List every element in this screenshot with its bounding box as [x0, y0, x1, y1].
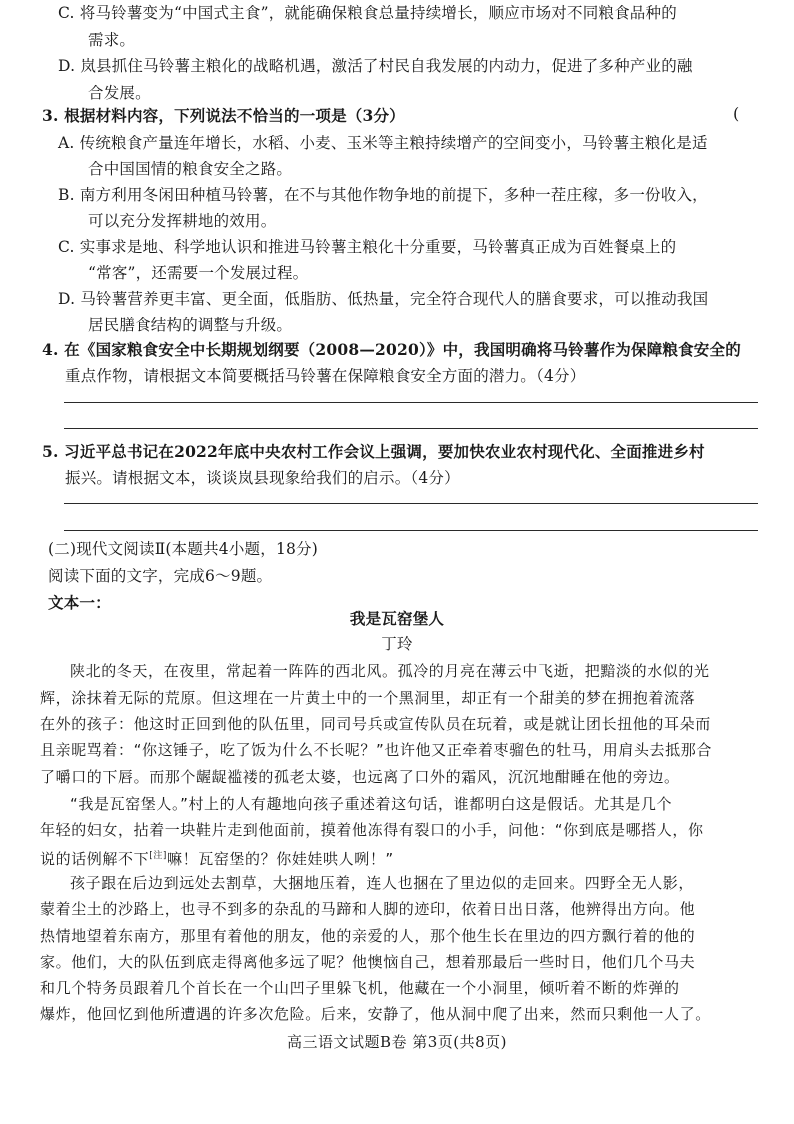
q4-stem-line2: 重点作物，请根据文本简要概括马铃薯在保障粮食安全方面的潜力。（4分）	[65, 367, 586, 385]
article-title: 我是瓦窑堡人	[349, 609, 445, 628]
article-author: 丁玲	[381, 635, 413, 653]
q5-stem-line1: 5. 习近平总书记在2022年底中央农村工作会议上强调，要加快农业农村现代化、全面推进乡村	[42, 442, 705, 461]
section2-instruction: 阅读下面的文字，完成6～9题。	[48, 567, 273, 585]
q3-option-b-line1: B. 南方利用冬闲田种植马铃薯，在不与其他作物争地的前提下，多种一茬庄稼，多一份收入，	[58, 186, 708, 204]
q3-option-a-line2: 合中国国情的粮食安全之路。	[88, 160, 293, 178]
q4-answer-line-2[interactable]	[64, 428, 758, 429]
q3-option-b-line2: 可以充分发挥耕地的效用。	[88, 212, 277, 230]
article-paragraph-3-line2: 蒙着尘土的沙路上，也寻不到多的杂乱的马蹄和人脚的迹印，依着日出日落，他辨得出方向。他	[40, 900, 696, 918]
article-paragraph-3-line1: 孩子跟在后边到远处去割草，大捆地压着，连人也捆在了里边似的走回来。四野全无人影，	[70, 874, 695, 892]
q2-option-d-line1: D. 岚县抓住马铃薯主粮化的战略机遇，激活了村民自我发展的内动力，促进了多种产业的融	[58, 57, 693, 75]
article-paragraph-1-line5: 了嚼口的下唇。而那个龌龊褴褛的孤老太婆，也远离了口外的霜风，沉沉地酣睡在他的旁边。	[40, 768, 680, 786]
q2-option-c-line2: 需求。	[88, 31, 136, 49]
text-one-label: 文本一：	[48, 593, 111, 612]
article-paragraph-3-line6: 爆炸，他回忆到他所遭遇的许多次危险。后来，安静了，他从洞中爬了出来，然而只剩他一人了。	[40, 1005, 711, 1023]
q5-stem-line2: 振兴。请根据文本，谈谈岚县现象给我们的启示。（4分）	[65, 469, 460, 487]
q2-option-c-line1: C. 将马铃薯变为“中国式主食”，就能确保粮食总量持续增长，顺应市场对不同粮食品种的	[58, 4, 677, 22]
footnote-marker: [注]	[149, 851, 168, 861]
q3-option-c-line1: C. 实事求是地、科学地认识和推进马铃薯主粮化十分重要，马铃薯真正成为百姓餐桌上的	[58, 238, 677, 256]
q3-answer-paren: (	[733, 104, 740, 123]
q3-stem: 3. 根据材料内容，下列说法不恰当的一项是（3分）	[42, 106, 405, 125]
q5-answer-line-1[interactable]	[64, 503, 758, 504]
q3-option-d-line1: D. 马铃薯营养更丰富、更全面，低脂肪、低热量，完全符合现代人的膳食要求，可以推动我国	[58, 290, 709, 308]
q4-answer-line-1[interactable]	[64, 402, 758, 403]
article-paragraph-1-line1: 陕北的冬天，在夜里，常起着一阵阵的西北风。孤冷的月亮在薄云中飞逝，把黯淡的水似的光	[70, 662, 710, 680]
article-paragraph-3-line5: 和几个特务员跟着几个首长在一个山凹子里躲飞机，他藏在一个小洞里，倾听着不断的炸弹的	[40, 979, 680, 997]
article-paragraph-1-line4: 且亲昵骂着：“你这锤子，吃了饭为什么不长呢？”也许他又正牵着枣骝色的牡马，用肩头去抵那合	[40, 741, 712, 759]
article-paragraph-2-line3-end: 嘛！瓦窑堡的？你娃娃哄人咧！”	[167, 850, 394, 868]
article-paragraph-2-line3	[40, 846, 394, 869]
q5-answer-line-2[interactable]	[64, 530, 758, 531]
q4-stem-line1: 4. 在《国家粮食安全中长期规划纲要（2008—2020）》中，我国明确将马铃薯作为保障粮食安全的	[42, 340, 741, 359]
article-paragraph-2-line3-start: 说的话例解不下	[40, 850, 150, 868]
q3-option-d-line2: 居民膳食结构的调整与升级。	[88, 316, 293, 334]
q3-option-c-line2: “常客”，还需要一个发展过程。	[88, 264, 309, 282]
article-paragraph-2-line2: 年轻的妇女，拈着一块鞋片走到他面前，摸着他冻得有裂口的小手，问他：“你到底是哪搭人，你	[40, 821, 704, 839]
q2-option-d-line2: 合发展。	[88, 84, 151, 102]
article-paragraph-2-line1: “我是瓦窑堡人。”村上的人有趣地向孩子重述着这句话，谁都明白这是假话。尤其是几个	[70, 795, 673, 813]
q3-option-a-line1: A. 传统粮食产量连年增长，水稻、小麦、玉米等主粮持续增产的空间变小，马铃薯主粮化是适	[58, 134, 708, 152]
page-footer: 高三语文试题B卷 第3页(共8页)	[286, 1033, 508, 1051]
article-paragraph-3-line3: 热情地望着东南方，那里有着他的朋友，他的亲爱的人，那个他生长在里边的四方飘行着的他的	[40, 927, 696, 945]
article-paragraph-1-line3: 在外的孩子：他这时正回到他的队伍里，同司号兵或宣传队员在玩着，或是就让团长扭他的耳朵而	[40, 715, 711, 733]
article-paragraph-3-line4: 家。他们，大的队伍到底走得离他多远了呢？他懊恼自己，想着那最后一些时日，他们几个马夫	[40, 953, 696, 971]
section2-heading: (二)现代文阅读Ⅱ(本题共4小题，18分)	[48, 540, 319, 558]
article-paragraph-1-line2: 辉，涂抹着无际的荒原。但这埋在一片黄土中的一个黑洞里，却正有一个甜美的梦在拥抱着流落	[40, 689, 696, 707]
